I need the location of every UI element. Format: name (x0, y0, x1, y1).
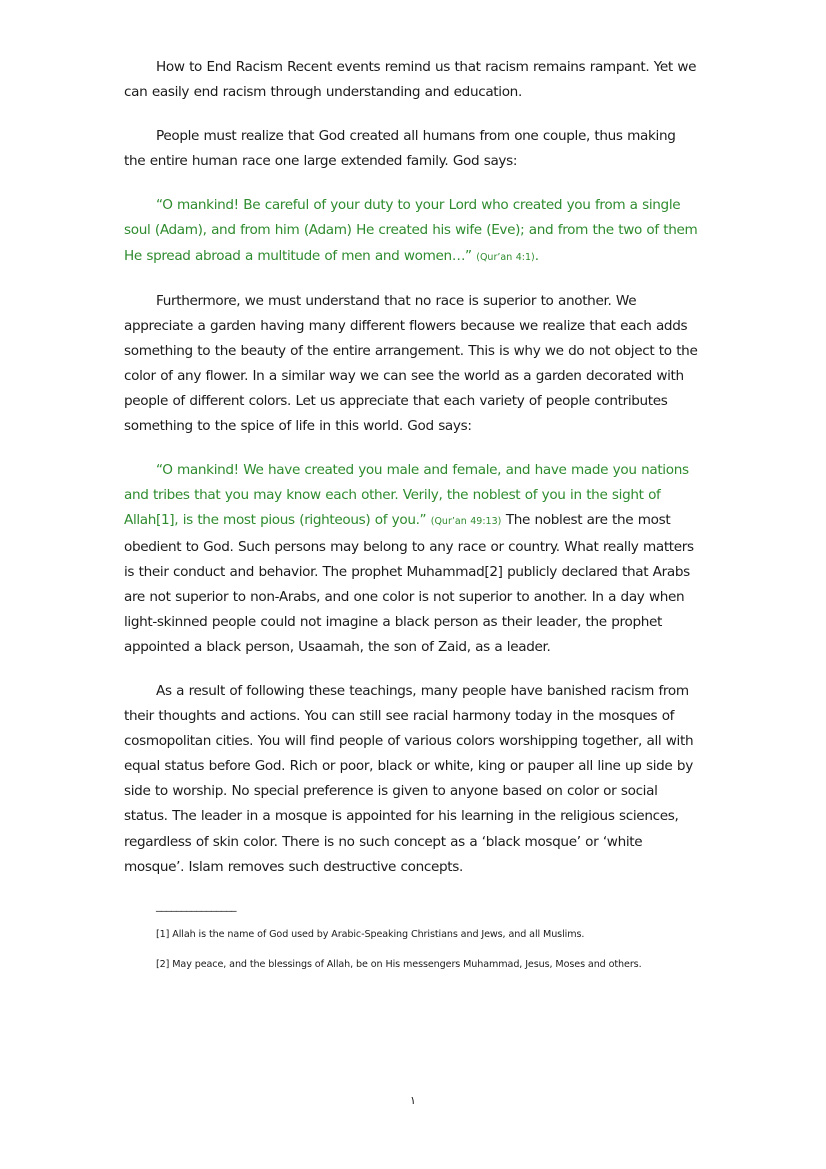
quote-reference: (Qur’an 49:13) (430, 516, 502, 528)
quote-end: . (534, 247, 539, 264)
footnote-1: [1] Allah is the name of God used by Arabic-Speaking Christians and Jews, and all Muslims. (156, 928, 585, 940)
quote-text: “O mankind! Be careful of your duty to your Lord who created you from a single soul (Adam), and from him (Adam) He created his wife (Eve); and from the two of them He spread abroad a multitude of men and women…” (124, 197, 698, 264)
paragraph-intro: How to End Racism Recent events remind us that racism remains rampant. Yet we can easily end racism through understanding and education. (124, 59, 697, 101)
quote-quran-4-1 (124, 193, 700, 269)
footnote-separator: ________________ (156, 898, 236, 912)
paragraph-mosques: As a result of following these teachings, many people have banished racism from their thoughts and actions. You can still see racial harmony today in the mosques of cosmopolitan cities. You will find people of various colors worshipping together, all with equal status before God. Rich or poor, black or white, king or pauper all line up side by side to worship. No special preference is given to anyone based on color or social status. The leader in a mosque is appointed for his learning in the religious sciences, regardless of skin color. There is no such concept as a ‘black mosque’ or ‘white mosque’. Islam removes such destructive concepts. (124, 682, 694, 875)
document-body (124, 55, 700, 972)
quote-quran-49-13 (124, 458, 700, 660)
paragraph-garden: Furthermore, we must understand that no race is superior to another. We appreciate a garden having many different flowers because we realize that each adds something to the beauty of the entire arrangement. This is why we do not object to the color of any flower. In a similar way we can see the world as a garden decorated with people of different colors. Let us appreciate that each variety of people contributes something to the spice of life in this world. God says: (124, 292, 698, 435)
page-number: ١ (410, 1094, 416, 1107)
quote-text: “O mankind! We have created you male and female, and have made you nations and tribes that you may know each other. Verily, the noblest of you in the sight of Allah[1], is the most pious (righteous) of you.” (124, 462, 689, 529)
paragraph-noblest: The noblest are the most obedient to God. Such persons may belong to any race or country. What really matters is their conduct and behavior. The prophet Muhammad[2] publicly declared that Arabs are not superior to non-Arabs, and one color is not superior to another. In a day when light-skinned people could not imagine a black person as their leader, the prophet appointed a black person, Usaamah, the son of Zaid, as a leader. (124, 512, 694, 655)
footnote-2: [2] May peace, and the blessings of Allah, be on His messengers Muhammad, Jesus, Moses and others. (156, 958, 642, 970)
paragraph-one-couple: People must realize that God created all humans from one couple, thus making the entire human race one large extended family. God says: (124, 128, 676, 170)
quote-reference: (Qur’an 4:1) (476, 251, 535, 263)
